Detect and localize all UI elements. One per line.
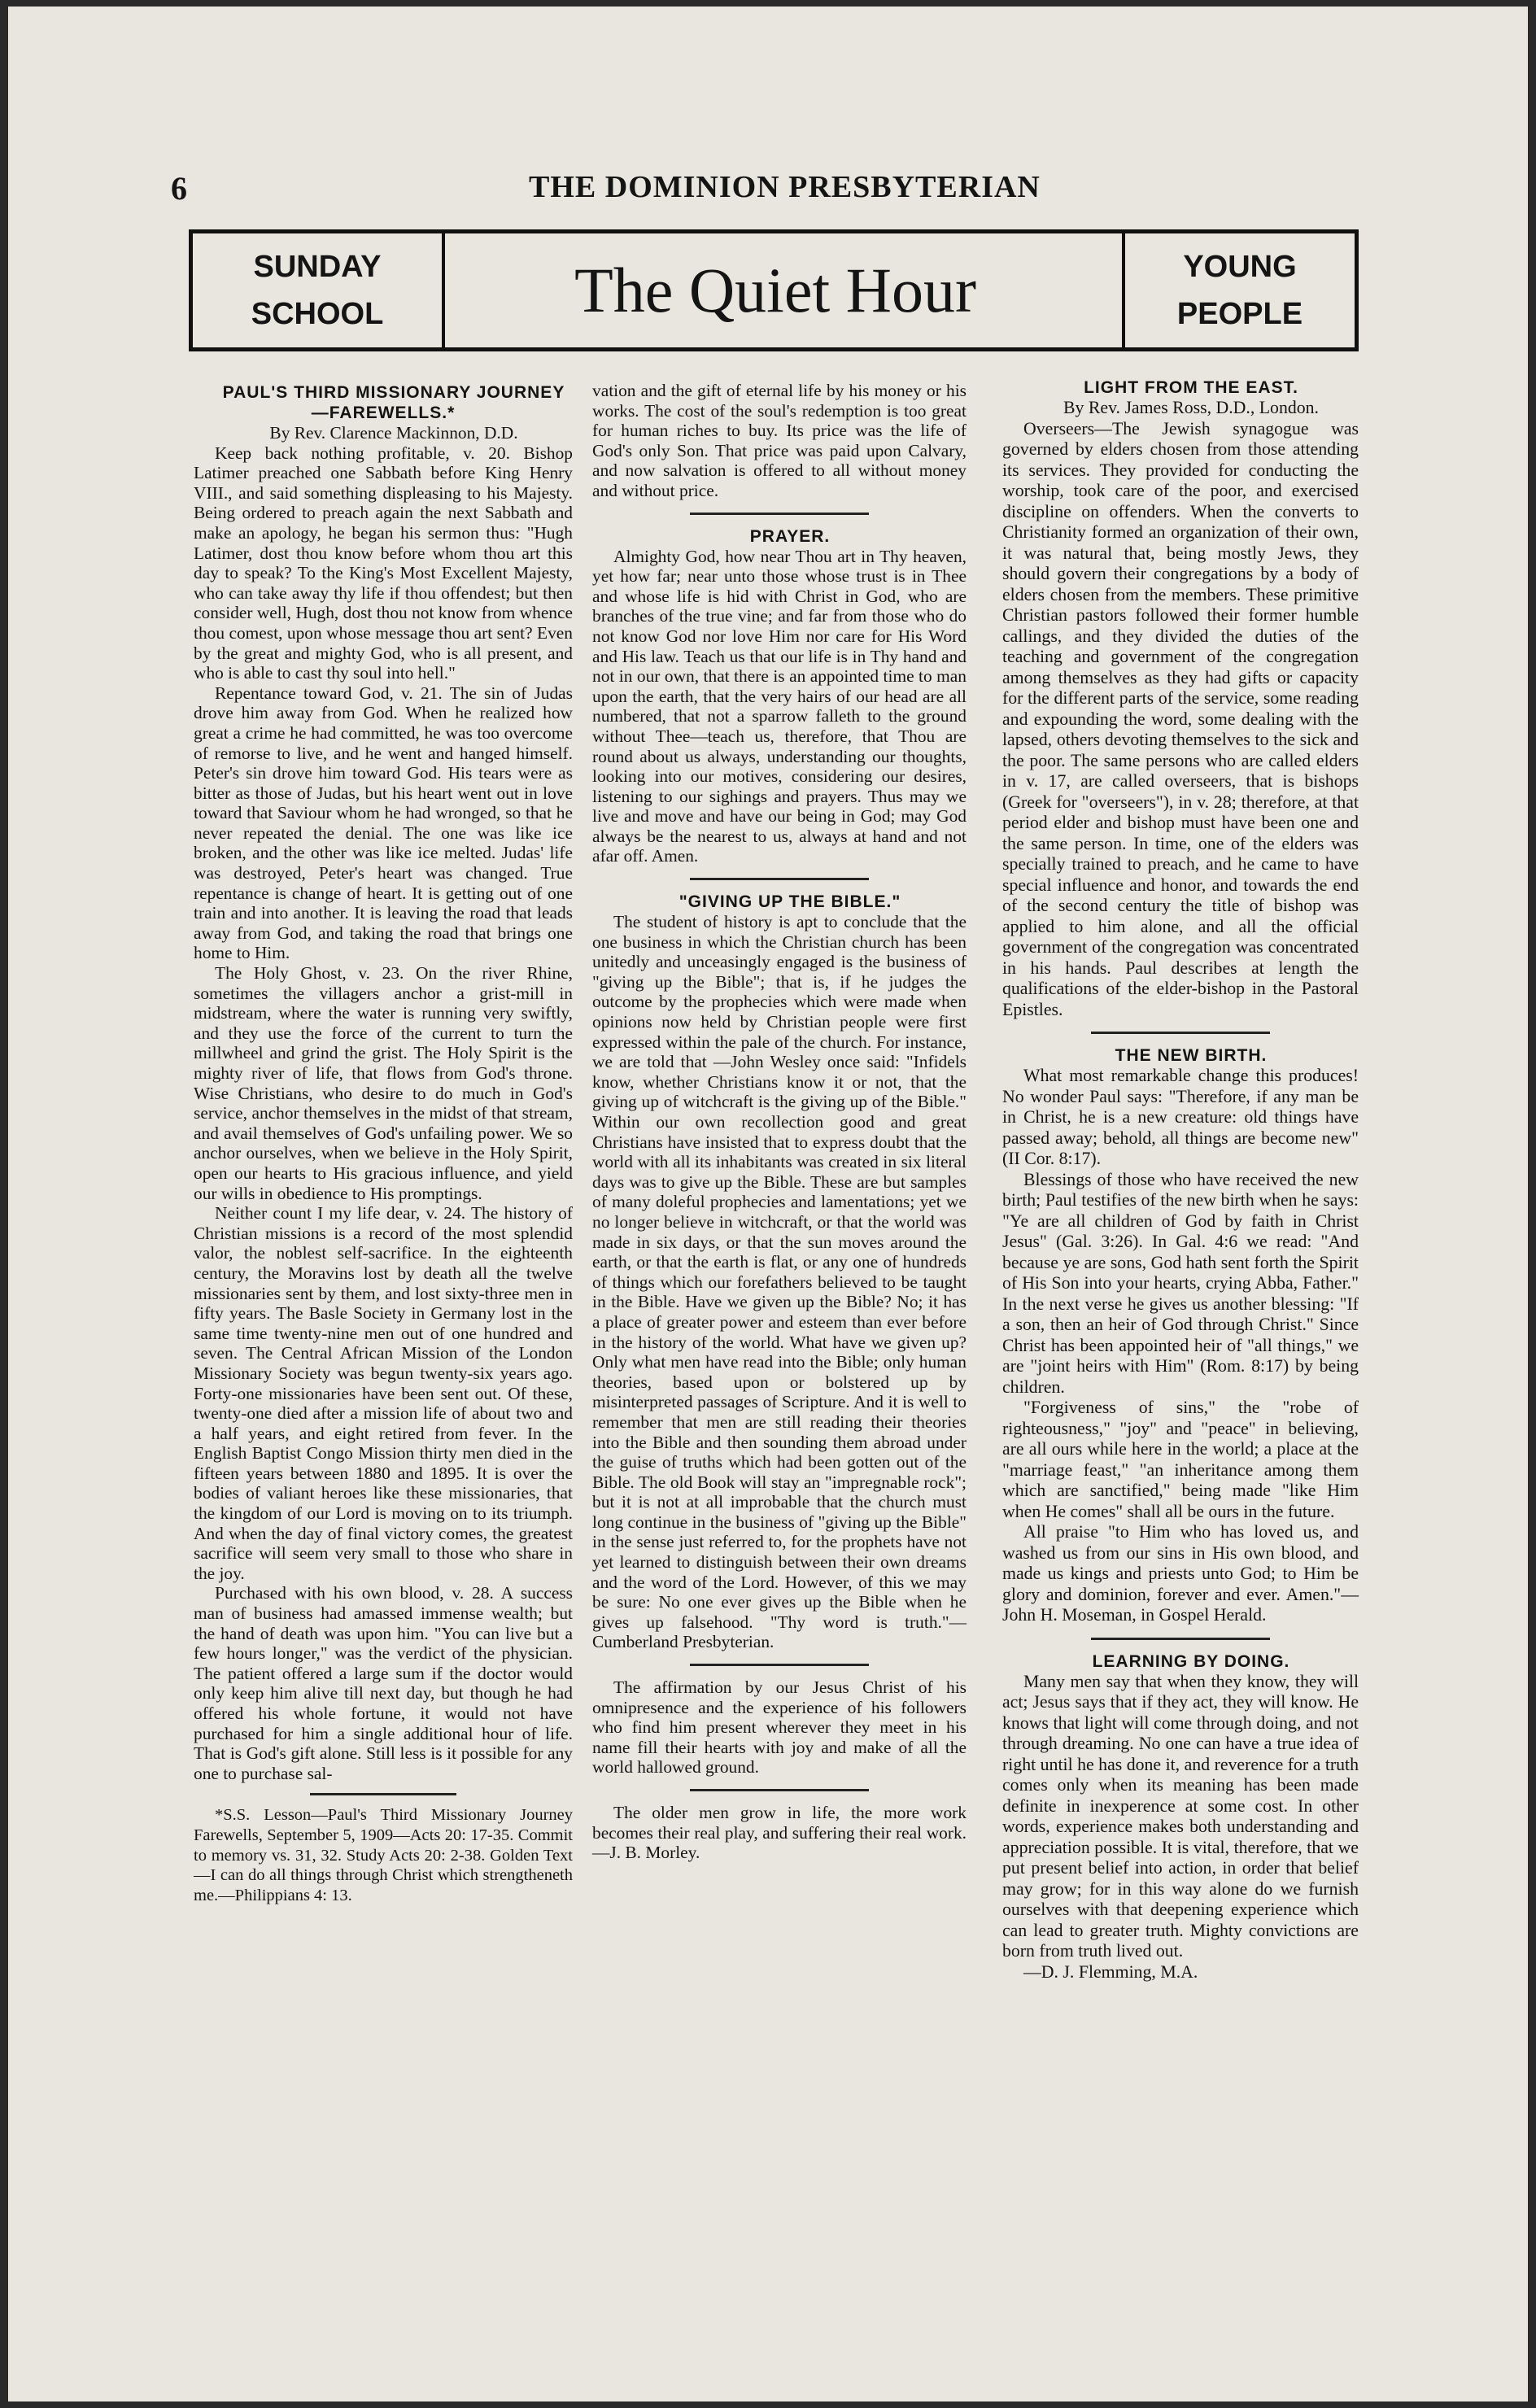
paragraph: The Holy Ghost, v. 23. On the river Rhine, sometimes the villagers anchor a grist-mill in midstream, where the water is running very swiftly, and they use the force of the current to turn the millwheel and grind the grist. The Holy Spirit is the mighty river of life, that flows from God's throne. Wise Christians, who desire to do much in God's service, anchor themselves in the midst of that stream, and avail themselves of God's unfailing power. We so anchor ourselves, when we believe in the Holy Spirit, open our hearts to His gracious influence, and yield our wills in obedience to His promptings. [194,963,573,1203]
page-header [171,169,1367,210]
newspaper-page [8,7,1528,2401]
paragraph: Almighty God, how near Thou art in Thy heaven, yet how far; near unto those whose trust is in Thee and whose life is hid with Christ in God, who are branches of the true vine; and far from those who do not know God nor love Him nor care for His Word and His law. Teach us that our life is in Thy hand and not in our own, that there is an appointed time to man upon the earth, that the very hairs of our head are all numbered, that not a sparrow falleth to the ground without Thee—teach us, therefore, that Thou are round about us always, understanding our thoughts, looking into our motives, considering our desires, listening to our sighings and prayers. Thus may we live and move and have our being in God; may God always be the nearest to us, always at hand and not afar off. Amen. [592,546,967,866]
paper-name: THE DOMINION PRESBYTERIAN [529,170,1041,204]
paragraph: Purchased with his own blood, v. 28. A success man of business had amassed immense wealth; but the hand of death was upon him. "You can live but a few hours longer," was the verdict of the physician. The patient offered a large sum if the doctor would only keep him alive till next day, but though he had offered his whole fortune, it would not have purchased for him a single additional hour of life. That is God's gift alone. Still less is it possible for any one to purchase sal- [194,1583,573,1783]
divider [310,1793,456,1795]
divider [690,1789,869,1791]
paragraph: The affirmation by our Jesus Christ of his omnipresence and the experience of his followers who find him present wherever they meet in his name fill their hearts with joy and make of all the world hallowed ground. [592,1677,967,1778]
paragraph: Blessings of those who have received the new birth; Paul testifies of the new birth when he says: "Ye are all children of God by faith in Christ Jesus" (Gal. 3:26). In Gal. 4:6 we read: "And because ye are sons, God hath sent forth the Spirit of His Son into your hearts, crying Abba, Father." In the next verse he gives us another blessing: "If a son, then an heir of God through Christ." Since Christ has been appointed heir of "all things," we are "joint heirs with Him" (Rom. 8:17) by being children. [1002,1169,1359,1397]
divider [1091,1638,1270,1640]
divider [690,878,869,880]
young-people-label [1122,233,1355,347]
byline: By Rev. James Ross, D.D., London. [1063,398,1320,417]
paragraph: Repentance toward God, v. 21. The sin of Judas drove him away from God. When he realized how great a crime he had committed, he was too overcome of remorse to live, and he went and hanged himself. Peter's sin drove him toward God. His tears were as bitter as those of Judas, but his heart went out in love toward that Saviour whom he had wronged, so that he never repeated the denial. The one was like ice broken, and the other was like ice melted. Judas' life was destroyed, Peter's heart was changed. True repentance is change of heart. It is getting out of one train and into another. It is leaving the road that leads away from God, and taking the road that brings one home to Him. [194,683,573,963]
sunday-label: SUNDAY [253,250,382,284]
divider [1091,1032,1270,1034]
divider [690,1664,869,1666]
article-title: PRAYER. [749,526,831,546]
column-right [1002,377,1359,1983]
section-title: The Quiet Hour [574,255,976,325]
page-number: 6 [171,170,187,207]
paragraph: vation and the gift of eternal life by his money or his works. The cost of the soul's redemption is too great for human riches to buy. Its price was the life of God's only Son. That price was paid upon Calvary, and now salvation is offered to all without money and without price. [592,381,967,500]
article-title: LEARNING BY DOING. [1092,1651,1290,1671]
column-left [194,382,573,1905]
paragraph: Many men say that when they know, they will act; Jesus says that if they act, they will know. He knows that light will come through doing, and not through dreaming. No one can have a true idea of right until he has done it, and reverence for a truth comes only when its meaning has been made definite in inexperence at some cost. In other words, experience makes both understanding and appreciation possible. It is vital, therefore, that we put present belief into action, in order that belief may grow; for in this way alone do we furnish ourselves with that deepening experience which can lead to greater truth. Mighty convictions are born from truth lived out. [1002,1671,1359,1961]
paragraph: All praise "to Him who has loved us, and washed us from our sins in His own blood, and made us kings and priests unto God; to Him be glory and dominion, forever and ever. Amen."—John H. Moseman, in Gospel Herald. [1002,1522,1359,1625]
signature: —D. J. Flemming, M.A. [1023,1961,1198,1982]
paragraph: The older men grow in life, the more work becomes their real play, and suffering their real work.—J. B. Morley. [592,1803,967,1863]
paragraph: The student of history is apt to conclude that the one business in which the Christian church has been unitedly and unceasingly engaged is the business of "giving up the Bible"; that is, if he judges the outcome by the prophecies which were made when opinions now held by Christian people were first expressed within the pale of the church. For instance, we are told that —John Wesley once said: "Infidels know, whether Christians know it or not, that the giving up of witchcraft is the giving up of the Bible." Within our own recollection good and great Christians have insisted that to express doubt that the world with all its inhabitants was created in six literal days was to give up the Bible. These are but samples of many doleful prophecies and lamentations; yet we no longer believe in witchcraft, or that the world was made in six days, or that the sun moves around the earth, or that the earth is flat, or any one of hundreds of things which our forefathers believed to be taught in the Bible. Have we given up the Bible? No; it has a place of greater power and esteem than ever before in the history of the world. What have we given up? Only what men have read into the Bible; only human theories, based upon or bolstered up by misinterpreted passages of Scripture. And it is well to remember that men are still reading their theories into the Bible and then sounding them abroad under the guise of truths which had been gotten out of the Bible. The old Book will stay an "impregnable rock"; but it is not at all improbable that the church must long continue in the business of "giving up the Bible" in the sense just referred to, for the prophets have not yet learned to distinguish between their own dreams and the word of the Lord. However, of this we may be sure: No one ever gives up the Bible when he gives up falsehood. "Thy word is truth."—Cumberland Presbyterian. [592,912,967,1652]
article-title: "GIVING UP THE BIBLE." [679,892,901,912]
people-label: PEOPLE [1176,297,1303,331]
article-title: THE NEW BIRTH. [1115,1046,1268,1065]
paragraph: Keep back nothing profitable, v. 20. Bishop Latimer preached one Sabbath before King Henry VIII., and said something displeasing to his Majesty. Being ordered to preach again the next Sabbath and make an apology, he began his sermon thus: "Hugh Latimer, dost thou know before whom thou art this day to speak? To the King's Most Excellent Majesty, who can take away thy life if thou offendest; but then consider well, Hugh, dost thou not know from whence thou comest, upon whose message thou art sent? Even by the great and mighty God, who is all present, and who is able to cast thy soul into hell." [194,443,573,683]
column-middle [592,381,967,1863]
sunday-school-label [193,233,445,347]
paragraph: Overseers—The Jewish synagogue was governed by elders chosen from those attending its services. They provided for conducting the worship, took care of the poor, and exercised discipline on offenders. When the converts to Christianity formed an organization of their own, it was natural that, being mostly Jews, they should govern their congregations by a body of elders chosen from the members. These primitive Christian pastors followed their former humble callings, and they divided the duties of the teaching and government of the congregation among themselves as they had gifts or capacity for the different parts of the service, some reading and expounding the word, some dealing with the lapsed, others devoting themselves to the sick and the poor. The same persons who are called elders in v. 17, are called overseers, that is bishops (Greek for "overseers"), in v. 28; therefore, at that period elder and bishop must have been one and the same person. In time, one of the elders was specially trained to preach, and he came to have special influence and honor, and towards the end of the second century the title of bishop was applied to him alone, and all the official government of the congregation was concentrated in his hands. Paul describes at length the qualifications of the elder-bishop in the Pastoral Epistles. [1002,418,1359,1019]
paragraph: What most remarkable change this produces! No wonder Paul says: "Therefore, if any man be in Christ, he is a new creature: old things have passed away; behold, all things are become new" (II Cor. 8:17). [1002,1066,1359,1168]
school-label: SCHOOL [251,297,384,331]
divider [690,513,869,515]
paragraph: Neither count I my life dear, v. 24. The history of Christian missions is a record of the most splendid valor, the noblest self-sacrifice. In the eighteenth century, the Moravins lost by death all the twelve missionaries sent by them, and lost sixty-three men in fifty years. The Basle Society in Germany lost in the same time twenty-nine men out of one hundred and seven. The Central African Mission of the London Missionary Society was begun twenty-six years ago. Forty-one missionaries have been sent out. Of these, twenty-one died after a mission life of about two and a half years, and eight retired from fever. In the English Baptist Congo Mission thirty men died in the fifteen years between 1880 and 1895. It is over the bodies of valiant heroes like these missionaries, that the kingdom of our Lord is moving on to its triumph. And when the day of final victory comes, the greatest sacrifice will seem very small to those who share in the joy. [194,1203,573,1583]
paragraph: "Forgiveness of sins," the "robe of righteousness," "joy" and "peace" in believing, are all ours while here in the world; a place at the "marriage feast," "an inheritance among them which are sanctified," being made "like Him when He comes" shall all be ours in the future. [1002,1398,1359,1521]
article-title: PAUL'S THIRD MISSIONARY JOURNEY—FAREWELLS.* [222,383,565,422]
article-title: LIGHT FROM THE EAST. [1084,378,1298,397]
masthead [189,229,1359,351]
byline: By Rev. Clarence Mackinnon, D.D. [269,423,518,443]
footnote: *S.S. Lesson—Paul's Third Missionary Journey Farewells, September 5, 1909—Acts 20: 17-35. Commit to memory vs. 31, 32. Study Acts 20: 2-38. Golden Text—I can do all things through Christ which strengtheneth me.—Philippians 4: 13. [194,1806,573,1904]
young-label: YOUNG [1183,250,1297,284]
